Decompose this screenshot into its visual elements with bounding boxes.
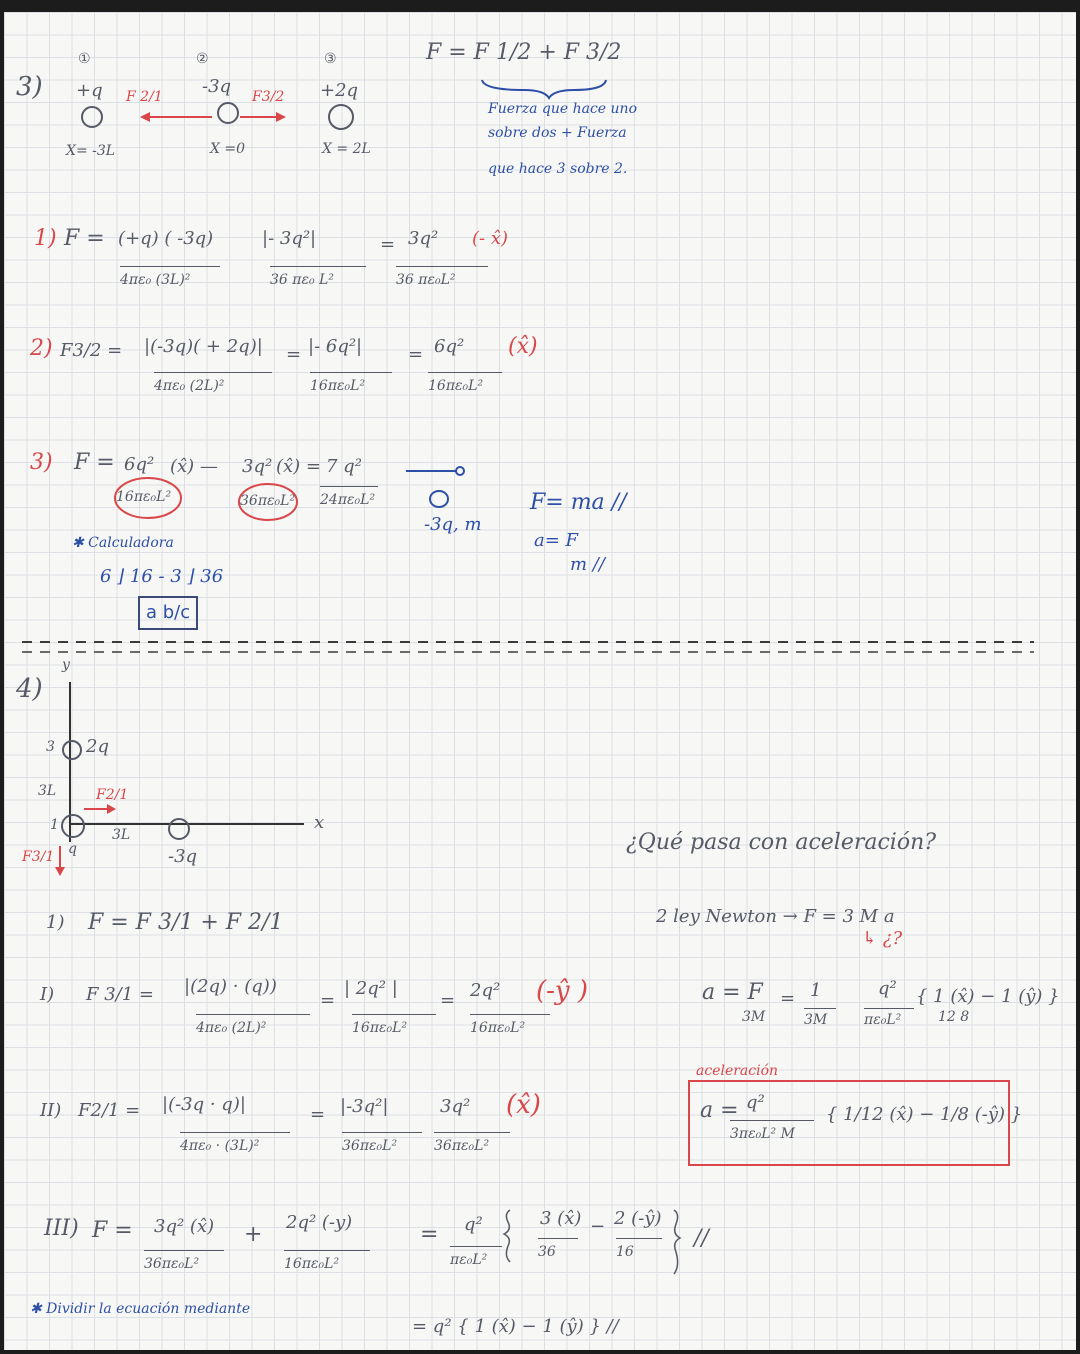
calculator-keys: 6 ⌋ 16 - 3 ⌋ 36 <box>100 566 224 587</box>
sum-equation: F = F 3/1 + F 2/1 <box>88 910 284 935</box>
accel-bracket-den: 12 8 <box>938 1009 970 1025</box>
y-tick-label: 3 <box>46 739 55 755</box>
part-ii-num-3: 3q² <box>440 1096 471 1117</box>
step-1-den-1: 4πε₀ (3L)² <box>120 266 220 287</box>
step-1-label: 1) <box>34 226 57 251</box>
part-iii-end: // <box>694 1226 709 1251</box>
part-iii-equals: = <box>420 1222 439 1247</box>
part-iii-bracket-1-den: 36 <box>538 1238 578 1259</box>
charge-minus3q-circle <box>168 818 190 840</box>
newton-second-law: F= ma // <box>530 490 627 515</box>
problem-4-number: 4) <box>16 674 43 704</box>
part-iii-factor-num: q² <box>464 1214 483 1235</box>
step-1-direction: (- x̂) <box>472 228 508 249</box>
charge-minus3q-label: -3q <box>168 846 198 867</box>
part-ii-direction: (x̂) <box>506 1090 541 1120</box>
note-line-1: Fuerza que hace uno <box>488 101 637 117</box>
accel-lhs-den: 3M <box>742 1009 766 1025</box>
step-3-den-2: 36πε₀L² <box>240 493 296 509</box>
part-iii-minus: − <box>590 1216 606 1237</box>
net-force-equation: F = F 1/2 + F 3/2 <box>426 40 622 65</box>
charge-3-value: +2q <box>320 80 359 101</box>
note-line-2: sobre dos + Fuerza <box>488 125 627 141</box>
part-iii-term-2-num: 2q² (-y) <box>286 1212 353 1233</box>
charge-1-circle <box>81 106 103 128</box>
newton-law-sub: ↳ ¿? <box>862 928 903 949</box>
charge-3-position: X = 2L <box>322 141 371 157</box>
step-2-den-2: 16πε₀L² <box>310 372 392 393</box>
part-ii-num-2: |-3q²| <box>340 1096 389 1117</box>
step-3-num-1: 6q² <box>124 454 155 475</box>
step-1-num-2: |- 3q²| <box>262 228 317 249</box>
step-3-num-3: 7 q² <box>326 456 362 477</box>
part-iii-term-2-den: 16πε₀L² <box>284 1250 370 1271</box>
step-3-den-1: 16πε₀L² <box>116 489 172 505</box>
charge-1-position: X= -3L <box>66 143 116 159</box>
step-2-den-3: 16πε₀L² <box>428 372 502 393</box>
sum-step-label: 1) <box>46 912 65 933</box>
step-2-num-3: 6q² <box>434 336 465 357</box>
accel-lhs: a = F <box>702 980 763 1005</box>
part-iii-factor-den: πε₀L² <box>450 1246 502 1267</box>
step-3-num-2: 3q² <box>242 456 273 477</box>
part-ii-den-1: 4πε₀ · (3L)² <box>180 1132 290 1153</box>
note-line-3: que hace 3 sobre 2. <box>488 161 628 177</box>
part-i-den-1: 4πε₀ (2L)² <box>196 1014 310 1035</box>
charge-1-index: ① <box>78 51 91 67</box>
part-i-lhs: F 3/1 = <box>86 984 154 1005</box>
step-2-num-2: |- 6q²| <box>308 336 363 357</box>
part-i-den-2: 16πε₀L² <box>352 1014 436 1035</box>
step-2-direction: (x̂) <box>508 334 538 359</box>
charge-q-label: q <box>68 841 77 857</box>
acceleration-result-box <box>688 1080 1023 1166</box>
part-ii-den-2: 36πε₀L² <box>342 1132 422 1153</box>
part-i-den-3: 16πε₀L² <box>470 1014 550 1035</box>
force-21-label: F 2/1 <box>126 89 163 105</box>
notebook-page: 3) ① +q X= -3L ② -3q X =0 ③ +2q X = 2L F 2/1 F3/2 F = F 1/2 + F 3/2 Fuerza que hace uno sobre dos + Fuerza que hace 3 sobre 2. 1) F = (+q) ( -3q) 4πε₀ (3L)² |- 3q²| 36 πε₀ L² = 3q² 36 πε₀L² (- x̂) 2) F3/2 = |(-3q)( + 2q)| 4πε₀ (2L)² = |- 6q²| 16πε₀L² = 6q² 16πε₀L² (x̂) 3) F = 6q² 16πε₀L² (x̂) — 3q² 36πε₀L² (x̂) = 7 q² 24πε₀L² ✱ Calculadora 6 ⌋ 16 - 3 ⌋ 36 a b/c -3q, m F= ma // a= F m // 4) y x 3 2q 3L 3L 1 q -3q F2/1 F3/1 1) F = F 3/1 + F 2/1 I) F 3/1 = |(2q) · (q)) 4πε₀ (2L)² = | 2q² | 16πε₀L² = 2q² 16πε₀L² (-ŷ ) II) F2/1 = |(-3q · q)| 4πε₀ · (3L)² = |-3q²| 36πε₀L² 3q² 36πε₀L² (x̂) III) F = 3q² (x̂) 36πε₀L² + 2q² (-y) 16πε₀L² = q² πε₀L² 3 (x̂) 36 − 2 (-ŷ) 16 // ✱ Dividir la ecuación mediante = q² { 1 (x̂) − 1 (ŷ) } // ¿Qué pasa con aceleración? 2 ley Newton → F = 3 M a ↳ ¿? a = F 3M = 1 3M q² πε₀L² { 1 (x̂) − 1 (ŷ) } 12 8 aceleración a = q² 3πε₀L² M { 1/12 (x̂) − 1/8 (-ŷ) } <box>4 12 1076 1350</box>
x-axis-label: x <box>314 812 325 833</box>
part-ii-num-1: |(-3q · q)| <box>162 1094 246 1115</box>
step-2-num-1: |(-3q)( + 2q)| <box>144 336 263 357</box>
part-iii-bracket-2-den: 16 <box>616 1238 662 1259</box>
acceleration-question: ¿Qué pasa con aceleración? <box>626 830 937 855</box>
origin-tick: 1 <box>50 817 59 833</box>
charge-3-index: ③ <box>324 51 337 67</box>
part-i-num-1: |(2q) · (q)) <box>184 976 277 997</box>
step-3-den-3: 24πε₀L² <box>320 486 378 507</box>
part-iii-bracket-1-num: 3 (x̂) <box>540 1208 582 1229</box>
bottom-note: ✱ Dividir la ecuación mediante <box>30 1301 251 1317</box>
acceleration-box-title: aceleración <box>696 1063 779 1079</box>
charge-2q-label: 2q <box>86 736 109 757</box>
charge-2-value: -3q <box>202 76 232 97</box>
box-a-label: a = <box>700 1098 739 1123</box>
accel-q-den: πε₀L² <box>864 1008 914 1027</box>
part-iii-lhs: F = <box>92 1218 133 1243</box>
box-num: q² <box>746 1092 765 1113</box>
step-3-label: 3) <box>30 450 53 475</box>
part-iii-plus: + <box>244 1222 263 1247</box>
charge-2-position: X =0 <box>210 141 246 157</box>
problem-3-number: 3) <box>16 72 43 102</box>
part-iii-label: III) <box>44 1216 79 1241</box>
part-i-num-3: 2q² <box>470 980 501 1001</box>
charge-3-circle <box>328 104 354 130</box>
charge-q-origin-circle <box>61 814 85 838</box>
part-i-label: I) <box>40 984 55 1005</box>
step-2-lhs: F3/2 = <box>60 340 123 361</box>
step-2-den-1: 4πε₀ (2L)² <box>154 372 272 393</box>
accel-eq: = <box>780 988 796 1009</box>
step-1-num-3: 3q² <box>408 228 439 249</box>
y-distance-label: 3L <box>38 783 57 799</box>
part-iii-term-1-num: 3q² (x̂) <box>154 1216 215 1237</box>
step-1-den-2: 36 πε₀ L² <box>270 266 366 287</box>
calculator-note: ✱ Calculadora <box>72 535 174 551</box>
box-den: 3πε₀L² M <box>730 1120 814 1141</box>
accel-bracket: { 1 (x̂) − 1 (ŷ) } <box>916 986 1060 1007</box>
acceleration-formula-den: m // <box>570 554 605 575</box>
part-i-num-2: | 2q² | <box>344 978 398 999</box>
part-ii-lhs: F2/1 = <box>78 1100 141 1121</box>
calculator-fraction-key: a b/c <box>138 596 198 630</box>
part-ii-den-3: 36πε₀L² <box>434 1132 510 1153</box>
charge-1-value: +q <box>76 80 103 101</box>
box-bracket: { 1/12 (x̂) − 1/8 (-ŷ) } <box>826 1104 1023 1125</box>
charge-2-index: ② <box>196 51 209 67</box>
step-1-den-3: 36 πε₀L² <box>396 266 488 287</box>
step-3-mid: (x̂) — <box>170 456 218 477</box>
part-iii-term-1-den: 36πε₀L² <box>144 1250 224 1271</box>
force-32-label: F3/2 <box>252 89 285 105</box>
accel-k-den: 3M <box>804 1008 836 1027</box>
part-iii-bracket-2-num: 2 (-ŷ) <box>614 1208 662 1229</box>
step-2-label: 2) <box>30 336 53 361</box>
part-i-direction: (-ŷ ) <box>536 976 589 1006</box>
force-31-vector-label: F3/1 <box>22 849 55 865</box>
part-ii-label: II) <box>40 1100 62 1121</box>
charge-2-circle <box>217 102 239 124</box>
accel-k-num: 1 <box>810 980 822 1001</box>
acceleration-formula-num: a= F <box>534 530 579 551</box>
step-1-num-1: (+q) ( -3q) <box>118 228 214 249</box>
x-distance-label: 3L <box>112 827 131 843</box>
step-1-lhs: F = <box>64 226 105 251</box>
newton-law-line: 2 ley Newton → F = 3 M a <box>656 906 895 927</box>
step-3-lhs: F = <box>74 450 115 475</box>
force-21-vector-label: F2/1 <box>96 787 129 803</box>
bottom-equation: = q² { 1 (x̂) − 1 (ŷ) } // <box>412 1316 619 1337</box>
accel-q-num: q² <box>878 978 897 999</box>
body-circle <box>429 490 449 508</box>
step-3-mid-2: (x̂) = <box>276 456 321 477</box>
body-label: -3q, m <box>424 514 482 535</box>
charge-2q-circle <box>62 740 82 760</box>
y-axis-label: y <box>62 657 70 673</box>
